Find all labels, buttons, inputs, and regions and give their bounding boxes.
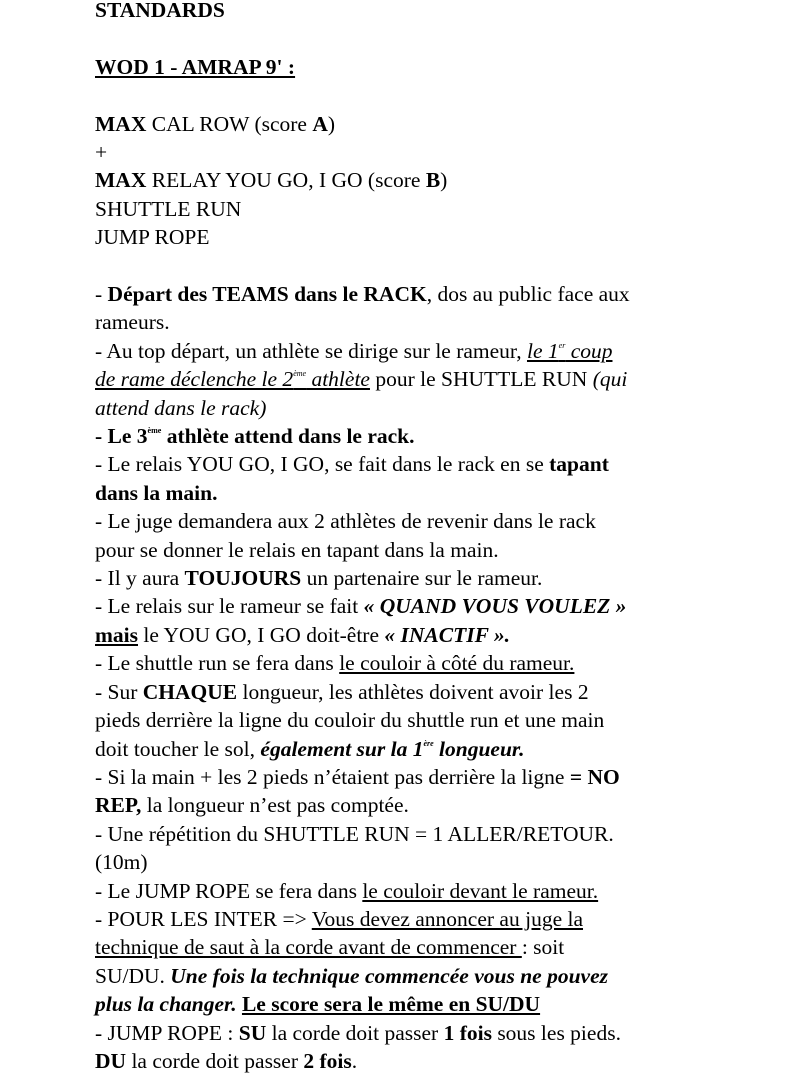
rule-judge-cont: pour se donner le relais en tapant dans la main. [95,537,499,562]
rule-relay-cont: dans la main. [95,480,218,505]
rule-jump-lane: - Le JUMP ROPE se fera dans le couloir devant le rameur. [95,878,599,903]
line-jump-rope: JUMP ROPE [95,225,210,250]
line-max-relay: MAX RELAY YOU GO, I GO (score B) [95,168,448,193]
rule-inter-cont3: plus la changer. Le score sera le même en SU/DU [95,992,541,1017]
blank-line [95,24,745,52]
rule-inter-cont2: SU/DU. Une fois la technique commencée vous ne pouvez [95,963,608,988]
rule-rower-relay-cont: mais le YOU GO, I GO doit-être « INACTIF ». [95,622,511,647]
rule-relay: - Le relais YOU GO, I GO, se fait dans le rack en se tapant [95,452,609,477]
rule-repetition-cont: (10m) [95,850,148,875]
rule-no-rep-cont: REP, la longueur n’est pas comptée. [95,793,409,818]
line-plus: + [95,140,108,164]
heading-standards: STANDARDS [95,0,225,22]
rule-third-athlete: - Le 3ème athlète attend dans le rack. [95,424,415,449]
rule-judge: - Le juge demandera aux 2 athlètes de revenir dans le rack [95,509,596,534]
rule-each-length-cont2: doit toucher le sol, également sur la 1ère longueur. [95,736,525,761]
rule-repetition: - Une répétition du SHUTTLE RUN = 1 ALLER/RETOUR. [95,821,614,846]
rule-jump-rope-cont: DU la corde doit passer 2 fois. [95,1048,358,1073]
line-max-cal-row: MAX CAL ROW (score A) [95,111,336,136]
rule-inter: - POUR LES INTER => Vous devez annoncer au juge la [95,906,584,931]
blank-line [95,252,745,280]
rule-shuttle-lane: - Le shuttle run se fera dans le couloir à côté du rameur. [95,651,575,676]
rule-top-depart-cont2: attend dans le rack) [95,395,267,420]
rule-each-length: - Sur CHAQUE longueur, les athlètes doivent avoir les 2 [95,679,589,704]
document-page [95,0,745,1075]
rule-depart-cont: rameurs. [95,310,170,335]
rule-jump-rope: - JUMP ROPE : SU la corde doit passer 1 fois sous les pieds. [95,1020,621,1045]
heading-wod: WOD 1 - AMRAP 9' : [95,54,296,79]
blank-line [95,81,745,109]
rule-top-depart: - Au top départ, un athlète se dirige sur le rameur, le 1er coup [95,338,613,363]
rule-partner: - Il y aura TOUJOURS un partenaire sur le rameur. [95,566,543,591]
rule-rower-relay: - Le relais sur le rameur se fait « QUAND VOUS VOULEZ » [95,594,627,619]
line-shuttle-run: SHUTTLE RUN [95,196,242,221]
rule-no-rep: - Si la main + les 2 pieds n’étaient pas derrière la ligne = NO [95,764,620,789]
rule-inter-cont: technique de saut à la corde avant de commencer : soit [95,935,565,960]
rule-each-length-cont: pieds derrière la ligne du couloir du shuttle run et une main [95,708,605,733]
rule-depart: - Départ des TEAMS dans le RACK, dos au public face aux [95,282,630,307]
rule-top-depart-cont: de rame déclenche le 2ème athlète pour le SHUTTLE RUN (qui [95,367,628,392]
